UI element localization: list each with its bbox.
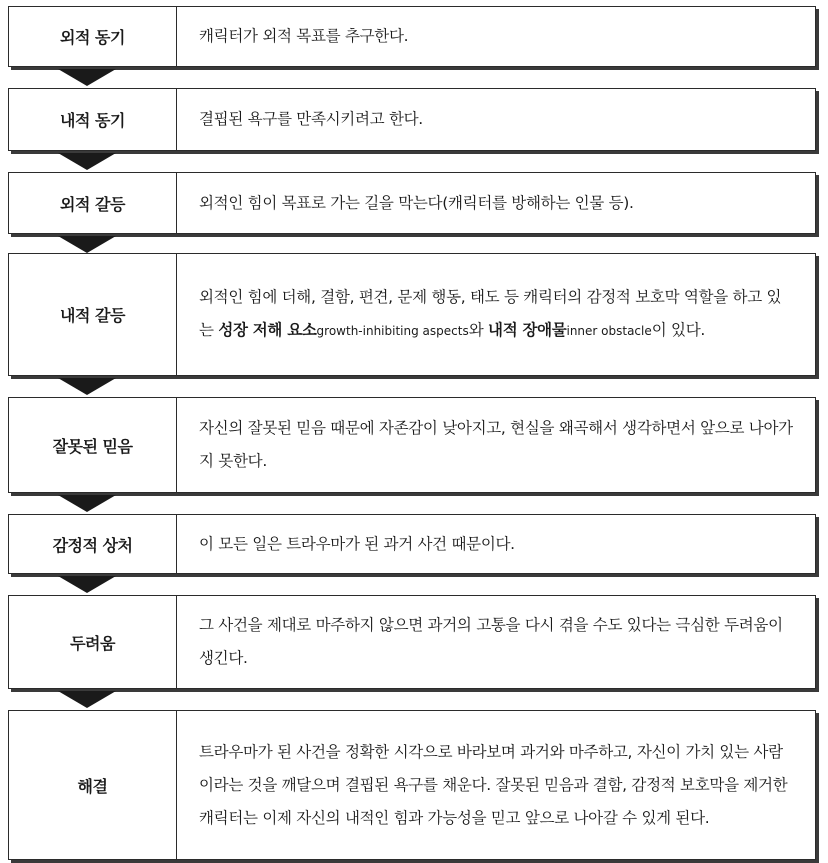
description-text: 자신의 잘못된 믿음 때문에 자존감이 낮아지고, 현실을 왜곡해서 생각하면서 앞으로 나아가지 못한다.	[199, 419, 793, 470]
english-term: growth-inhibiting aspects	[316, 324, 469, 338]
down-arrow-icon	[58, 236, 116, 253]
step-description	[177, 711, 815, 859]
step-row	[8, 253, 816, 376]
key-term: 내적 장애물	[488, 321, 567, 339]
step-description	[177, 515, 815, 573]
step-description	[177, 89, 815, 150]
description-text: 그 사건을 제대로 마주하지 않으면 과거의 고통을 다시 겪을 수도 있다는 극심한 두려움이 생긴다.	[199, 616, 783, 667]
down-arrow-icon	[58, 691, 116, 708]
description-text: 트라우마가 된 사건을 정확한 시각으로 바라보며 과거와 마주하고, 자신이 가치 있는 사람이라는 것을 깨달으며 결핍된 욕구를 채운다. 잘못된 믿음과 결함, 감정적 보호막을 제거한 캐릭터는 이제 자신의 내적인 힘과 가능성을 믿고 앞으로 나아갈 수 있게 된다.	[199, 742, 788, 827]
down-arrow-icon	[58, 495, 116, 512]
step-description	[177, 7, 815, 66]
step-row	[8, 172, 816, 234]
step-label: 내적 갈등	[9, 254, 177, 375]
down-arrow-icon	[58, 153, 116, 170]
step-row	[8, 595, 816, 689]
down-arrow-icon	[58, 378, 116, 395]
step-label: 잘못된 믿음	[9, 398, 177, 492]
description-text: 이 모든 일은 트라우마가 된 과거 사건 때문이다.	[199, 534, 515, 553]
step-label: 감정적 상처	[9, 515, 177, 573]
step-label: 해결	[9, 711, 177, 859]
step-description	[177, 173, 815, 233]
description-text: 결핍된 욕구를 만족시키려고 한다.	[199, 110, 423, 128]
step-row	[8, 88, 816, 151]
description-text: 외적인 힘이 목표로 가는 길을 막는다(캐릭터를 방해하는 인물 등).	[199, 193, 634, 212]
down-arrow-icon	[58, 69, 116, 86]
step-description	[177, 254, 815, 375]
step-label: 내적 동기	[9, 89, 177, 150]
step-row	[8, 710, 816, 860]
step-description	[177, 596, 815, 688]
step-label: 두려움	[9, 596, 177, 688]
english-term: inner obstacle	[566, 324, 652, 338]
step-label: 외적 갈등	[9, 173, 177, 233]
step-row	[8, 514, 816, 574]
step-description	[177, 398, 815, 492]
description-text: 캐릭터가 외적 목표를 추구한다.	[199, 27, 409, 45]
description-text: 이 있다.	[651, 321, 706, 339]
description-text: 와	[468, 321, 489, 339]
step-row	[8, 397, 816, 493]
key-term: 성장 저해 요소	[218, 321, 317, 339]
step-label: 외적 동기	[9, 7, 177, 66]
step-row	[8, 6, 816, 67]
description-text: 외적인 힘에 더해, 결함, 편견, 문제 행동, 태도 등 캐릭터의 감정적 보호막 역할을 하고 있는	[199, 288, 782, 339]
down-arrow-icon	[58, 576, 116, 593]
